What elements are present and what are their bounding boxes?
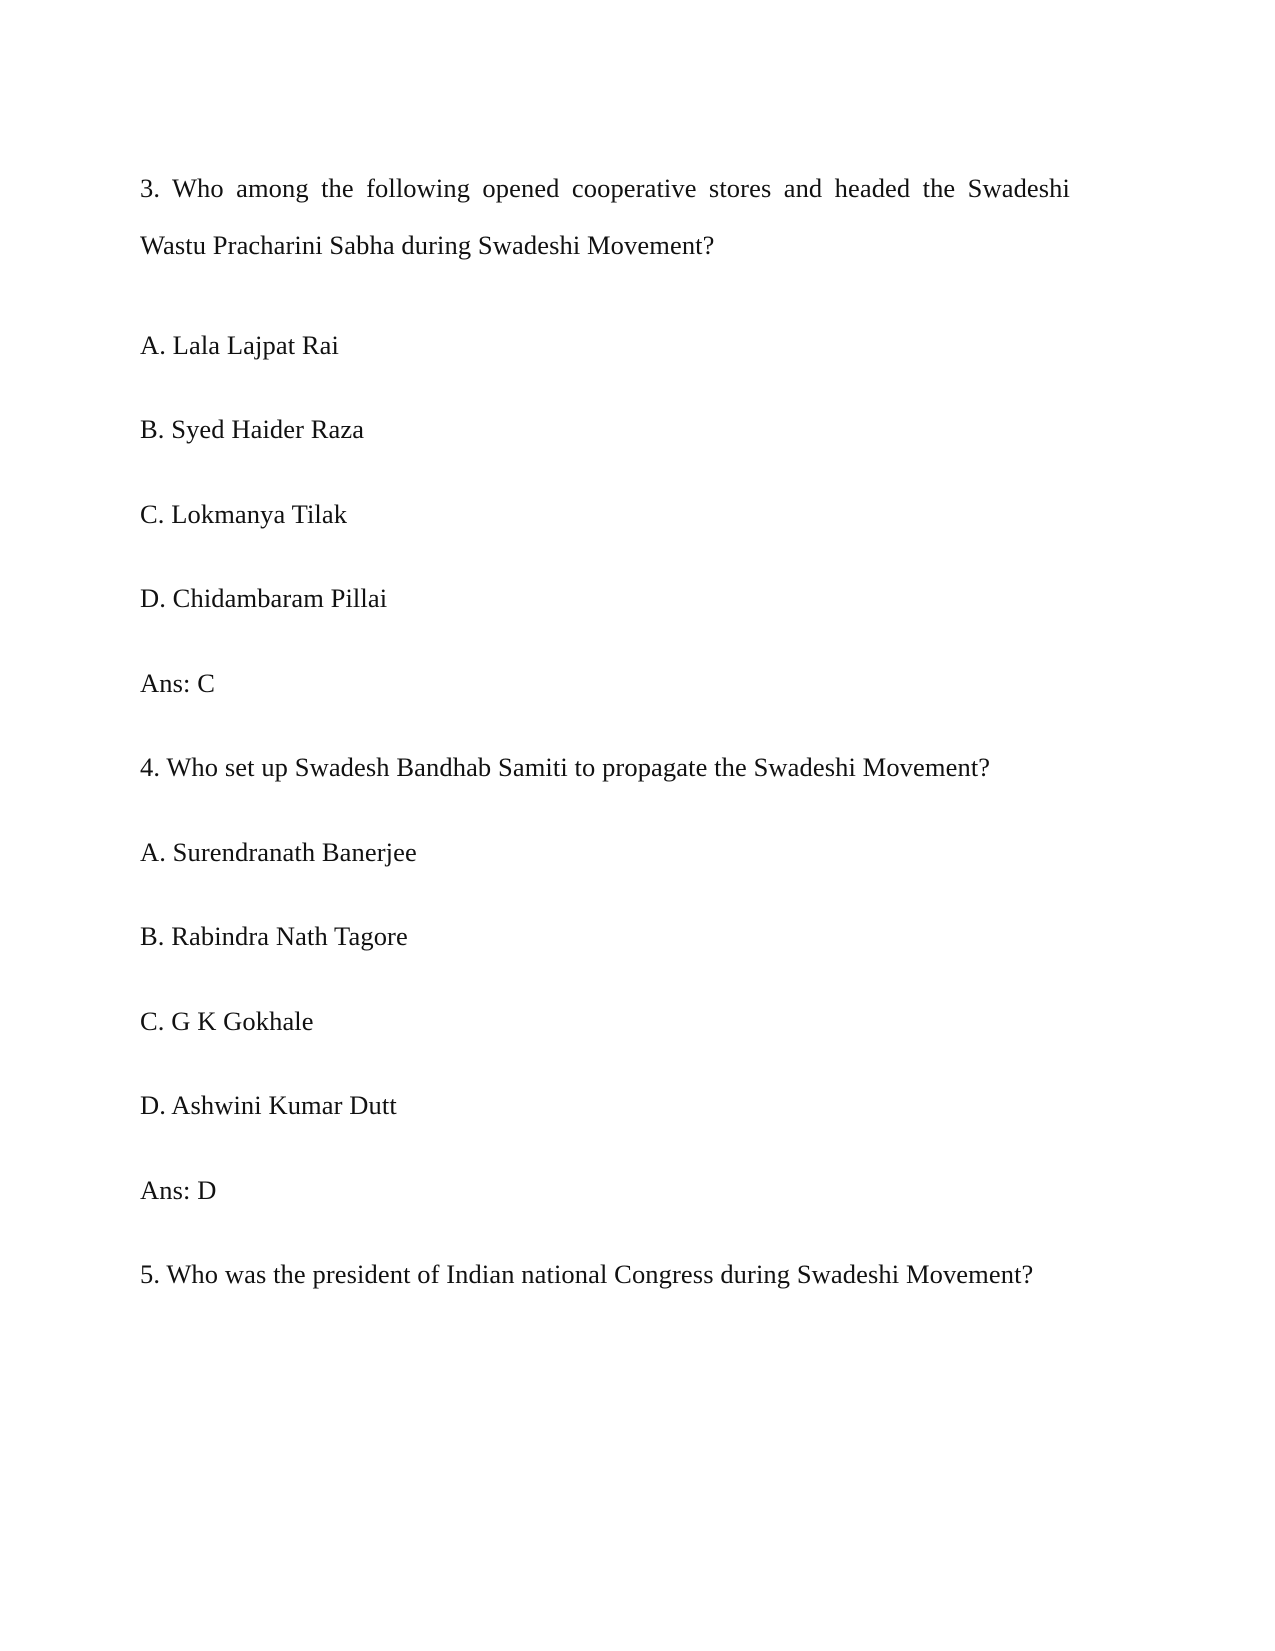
question-4-option-b: B. Rabindra Nath Tagore (140, 921, 408, 952)
question-4-option-c: C. G K Gokhale (140, 1005, 314, 1036)
question-3-option-a: A. Lala Lajpat Rai (140, 329, 339, 360)
question-3-option-c: C. Lokmanya Tilak (140, 498, 348, 529)
document-body (140, 160, 1070, 1288)
question-3-option-b: B. Syed Haider Raza (140, 414, 365, 445)
question-3-answer: Ans: C (140, 667, 215, 698)
question-3-stem: 3. Who among the following opened cooperative stores and headed the Swadeshi Wastu Pracharini Sabha during Swadeshi Movement? (140, 173, 1070, 260)
question-4-stem: 4. Who set up Swadesh Bandhab Samiti to propagate the Swadeshi Movement? (140, 752, 991, 783)
question-4-answer: Ans: D (140, 1174, 217, 1205)
question-5-stem: 5. Who was the president of Indian national Congress during Swadeshi Movement? (140, 1259, 1034, 1290)
question-4-option-d: D. Ashwini Kumar Dutt (140, 1090, 397, 1121)
question-3-option-d: D. Chidambaram Pillai (140, 583, 388, 614)
question-4-option-a: A. Surendranath Banerjee (140, 836, 417, 867)
